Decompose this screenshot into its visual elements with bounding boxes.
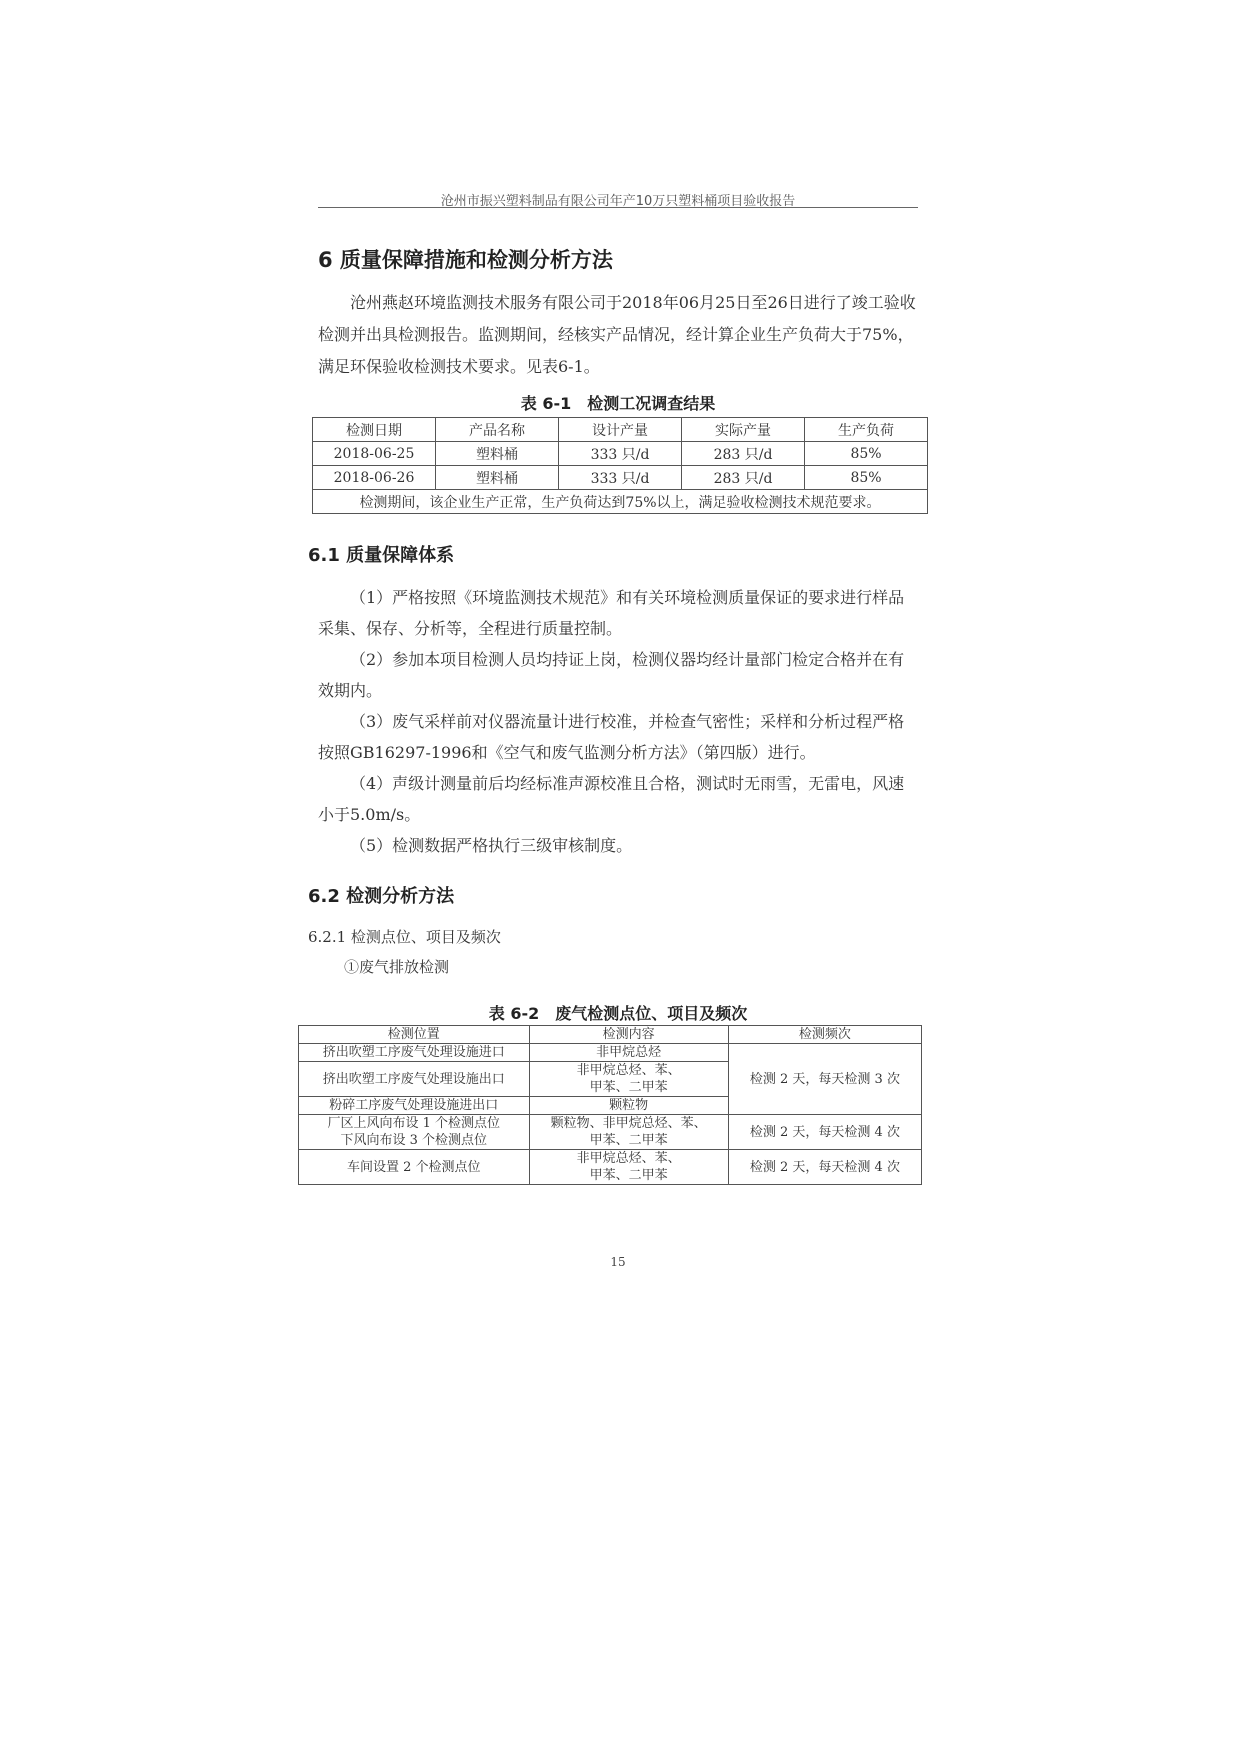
table-note: 检测期间，该企业生产正常，生产负荷达到75%以上，满足验收检测技术规范要求。 <box>313 490 928 514</box>
table-cell: 检测 2 天，每天检测 3 次 <box>728 1044 921 1115</box>
list-item: （5）检测数据严格执行三级审核制度。 <box>350 836 633 855</box>
table-cell: 粉碎工序废气处理设施进出口 <box>299 1097 530 1115</box>
table-header-row <box>313 418 928 442</box>
list-item: （4）声级计测量前后均经标准声源校准且合格，测试时无雨雪，无雷电，风速小于5.0m/s。 <box>318 774 905 824</box>
cell-line: 下风向布设 3 个检测点位 <box>340 1133 488 1148</box>
column-header: 生产负荷 <box>805 418 928 442</box>
column-header: 检测位置 <box>299 1026 530 1044</box>
table-cell: 塑料桶 <box>436 466 559 490</box>
table-cell: 2018-06-25 <box>313 442 436 466</box>
column-header: 设计产量 <box>559 418 682 442</box>
table-cell: 283 只/d <box>682 442 805 466</box>
page-number: 15 <box>610 1255 626 1269</box>
table-cell: 333 只/d <box>559 466 682 490</box>
table-header-row <box>299 1026 922 1044</box>
table-1-working-conditions <box>312 417 928 514</box>
header-rule <box>318 207 918 208</box>
column-header: 检测日期 <box>313 418 436 442</box>
table-row <box>299 1150 922 1185</box>
table-cell <box>529 1150 728 1185</box>
table-cell: 333 只/d <box>559 442 682 466</box>
subsection-6-2-1: 6.2.1 检测点位、项目及频次 <box>308 928 501 946</box>
table-cell <box>299 1115 530 1150</box>
table-cell: 车间设置 2 个检测点位 <box>299 1150 530 1185</box>
section-6-intro: 沧州燕赵环境监测技术服务有限公司于2018年06月25日至26日进行了竣工验收检测并出具检测报告。监测期间，经核实产品情况，经计算企业生产负荷大于75%，满足环保验收检测技术要求。见表6-1。 <box>318 293 916 376</box>
column-header: 检测频次 <box>728 1026 921 1044</box>
table-cell: 挤出吹塑工序废气处理设施出口 <box>299 1062 530 1097</box>
table-note-row <box>313 490 928 514</box>
table-1-caption: 表 6-1 检测工况调查结果 <box>520 394 716 413</box>
cell-line: 颗粒物、非甲烷总烃、苯、 <box>550 1116 707 1131</box>
section-6-1-title: 6.1 质量保障体系 <box>308 545 455 566</box>
table-cell: 2018-06-26 <box>313 466 436 490</box>
cell-line: 非甲烷总烃、苯、 <box>576 1151 681 1166</box>
section-6-title: 6 质量保障措施和检测分析方法 <box>318 248 613 272</box>
column-header: 实际产量 <box>682 418 805 442</box>
table-cell: 检测 2 天，每天检测 4 次 <box>728 1115 921 1150</box>
list-item: （1）严格按照《环境监测技术规范》和有关环境检测质量保证的要求进行样品采集、保存、分析等，全程进行质量控制。 <box>318 588 905 638</box>
list-item: （2）参加本项目检测人员均持证上岗，检测仪器均经计量部门检定合格并在有效期内。 <box>318 650 905 700</box>
table-cell <box>529 1115 728 1150</box>
table-2-monitoring-points <box>298 1025 922 1185</box>
table-cell: 85% <box>805 466 928 490</box>
table-row <box>313 466 928 490</box>
cell-line: 厂区上风向布设 1 个检测点位 <box>327 1116 501 1131</box>
table-cell <box>529 1062 728 1097</box>
table-cell: 检测 2 天，每天检测 4 次 <box>728 1150 921 1185</box>
table-2-caption: 表 6-2 废气检测点位、项目及频次 <box>488 1004 748 1023</box>
table-row <box>299 1044 922 1062</box>
section-6-2-title: 6.2 检测分析方法 <box>308 886 455 907</box>
table-row <box>299 1115 922 1150</box>
list-item: （3）废气采样前对仪器流量计进行校准，并检查气密性；采样和分析过程严格按照GB16297-1996和《空气和废气监测分析方法》（第四版）进行。 <box>318 712 905 762</box>
running-header: 沧州市振兴塑料制品有限公司年产10万只塑料桶项目验收报告 <box>440 194 796 209</box>
table-cell: 挤出吹塑工序废气处理设施进口 <box>299 1044 530 1062</box>
table-cell: 非甲烷总烃 <box>529 1044 728 1062</box>
cell-line: 甲苯、二甲苯 <box>589 1168 668 1183</box>
table-cell: 塑料桶 <box>436 442 559 466</box>
column-header: 产品名称 <box>436 418 559 442</box>
cell-line: 非甲烷总烃、苯、 <box>576 1063 681 1078</box>
column-header: 检测内容 <box>529 1026 728 1044</box>
table-cell: 85% <box>805 442 928 466</box>
cell-line: 甲苯、二甲苯 <box>589 1080 668 1095</box>
table-cell: 283 只/d <box>682 466 805 490</box>
subsection-item-waste-gas: ①废气排放检测 <box>344 958 450 976</box>
quality-assurance-list <box>318 582 918 861</box>
table-cell: 颗粒物 <box>529 1097 728 1115</box>
table-row <box>313 442 928 466</box>
cell-line: 甲苯、二甲苯 <box>589 1133 668 1148</box>
